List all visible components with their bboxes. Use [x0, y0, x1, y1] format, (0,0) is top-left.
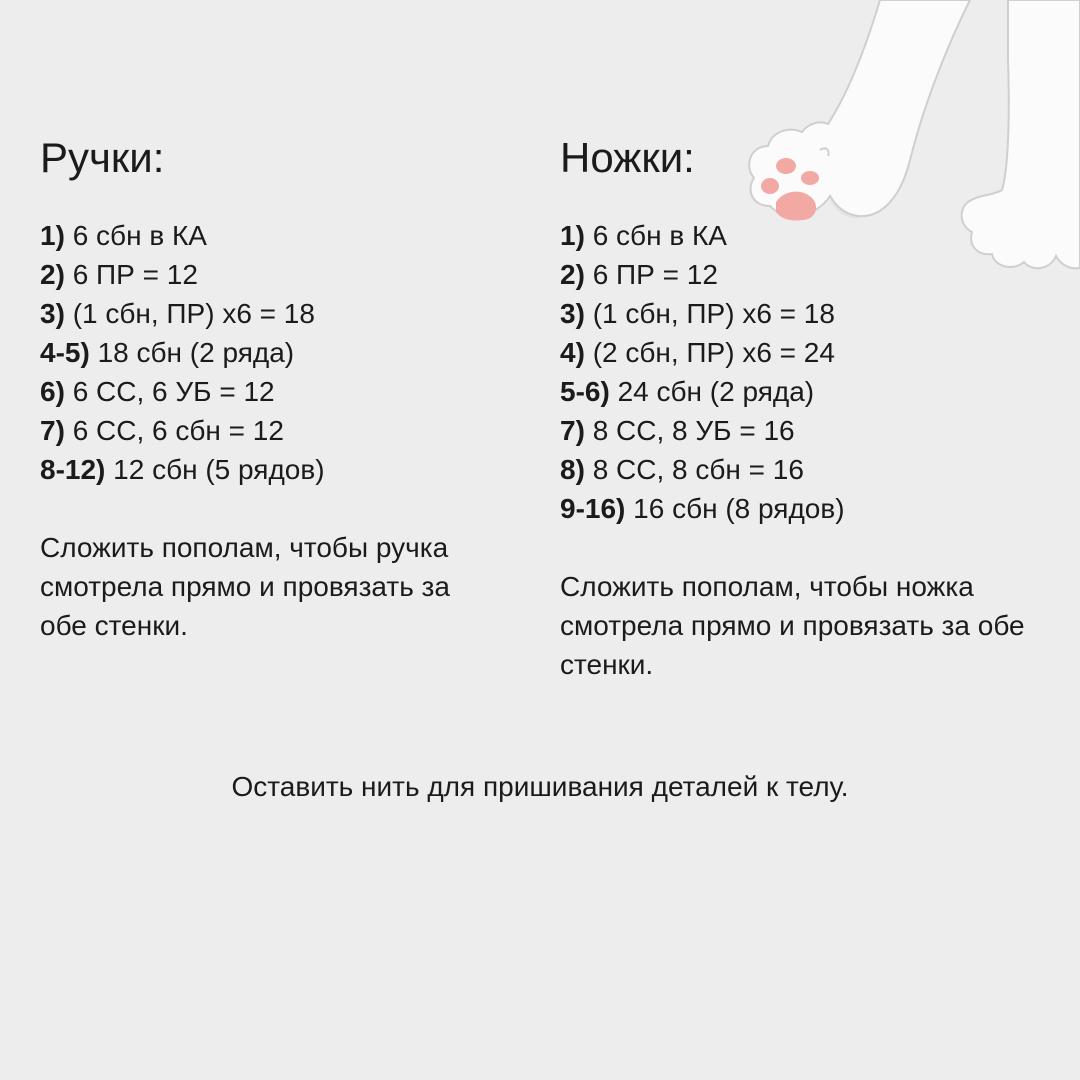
- legs-section: [560, 134, 1060, 684]
- list-item: [40, 450, 510, 489]
- step-text: (1 сбн, ПР) х6 = 18: [592, 298, 835, 329]
- step-number: 9-16): [560, 493, 626, 524]
- list-item: [560, 411, 1060, 450]
- note-line: стенки.: [560, 649, 654, 680]
- step-number: 8-12): [40, 454, 106, 485]
- step-number: 8): [560, 454, 585, 485]
- step-text: 6 ПР = 12: [72, 259, 198, 290]
- step-text: 18 сбн (2 ряда): [97, 337, 295, 368]
- step-text: 24 сбн (2 ряда): [617, 376, 815, 407]
- arms-note: [40, 528, 510, 645]
- arms-title: Ручки:: [40, 134, 165, 181]
- step-number: 4-5): [40, 337, 90, 368]
- list-item: [40, 411, 510, 450]
- note-line: Сложить пополам, чтобы ножка: [560, 571, 974, 602]
- list-item: [40, 255, 510, 294]
- list-item: [560, 489, 1060, 528]
- list-item: [560, 450, 1060, 489]
- list-item: [560, 216, 1060, 255]
- step-text: (1 сбн, ПР) х6 = 18: [72, 298, 315, 329]
- step-number: 6): [40, 376, 65, 407]
- step-number: 2): [40, 259, 65, 290]
- list-item: [560, 255, 1060, 294]
- step-number: 5-6): [560, 376, 610, 407]
- step-text: 6 сбн в КА: [72, 220, 207, 251]
- step-text: 6 сбн в КА: [592, 220, 727, 251]
- step-number: 3): [40, 298, 65, 329]
- step-text: 8 СС, 8 УБ = 16: [592, 415, 795, 446]
- step-number: 7): [40, 415, 65, 446]
- note-line: смотрела прямо и провязать за обе: [560, 610, 1025, 641]
- step-text: 16 сбн (8 рядов): [633, 493, 845, 524]
- legs-title: Ножки:: [560, 134, 695, 181]
- step-number: 2): [560, 259, 585, 290]
- list-item: [560, 294, 1060, 333]
- step-number: 3): [560, 298, 585, 329]
- list-item: [40, 294, 510, 333]
- step-text: 6 СС, 6 УБ = 12: [72, 376, 275, 407]
- step-number: 1): [40, 220, 65, 251]
- step-text: (2 сбн, ПР) х6 = 24: [592, 337, 835, 368]
- step-number: 4): [560, 337, 585, 368]
- step-number: 1): [560, 220, 585, 251]
- list-item: [560, 372, 1060, 411]
- step-text: 8 СС, 8 сбн = 16: [592, 454, 804, 485]
- list-item: [560, 333, 1060, 372]
- legs-steps-list: [560, 216, 1060, 528]
- note-line: обе стенки.: [40, 610, 188, 641]
- legs-note: [560, 567, 1060, 684]
- note-line: смотрела прямо и провязать за: [40, 571, 450, 602]
- list-item: [40, 216, 510, 255]
- step-text: 6 ПР = 12: [592, 259, 718, 290]
- list-item: [40, 333, 510, 372]
- arms-steps-list: [40, 216, 510, 489]
- step-text: 12 сбн (5 рядов): [113, 454, 325, 485]
- arms-section: [40, 134, 510, 645]
- step-text: 6 СС, 6 сбн = 12: [72, 415, 284, 446]
- footer-note: Оставить нить для пришивания деталей к телу.: [231, 771, 849, 802]
- note-line: Сложить пополам, чтобы ручка: [40, 532, 449, 563]
- list-item: [40, 372, 510, 411]
- step-number: 7): [560, 415, 585, 446]
